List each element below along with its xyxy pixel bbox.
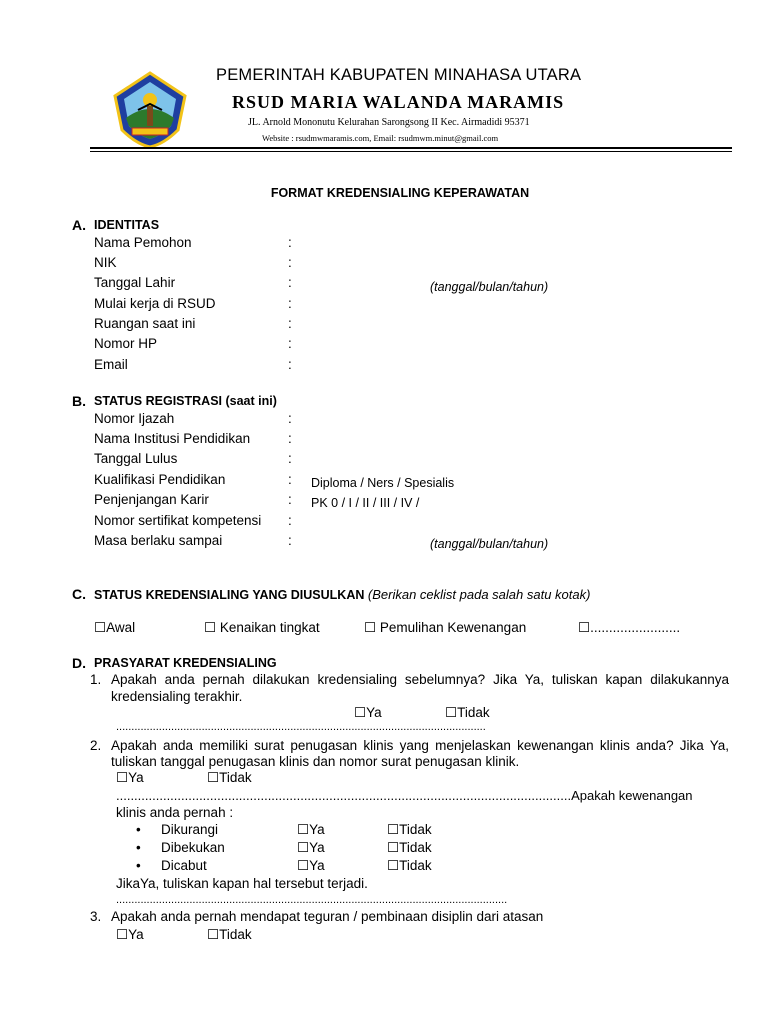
q2-dicabut-tidak[interactable]: ☐Tidak bbox=[387, 858, 432, 873]
q2-dots-line: ..............................................................................................................................Apakah kewenangan bbox=[116, 788, 693, 803]
section-c-title-text: STATUS KREDENSIALING YANG DIUSULKAN bbox=[94, 588, 365, 602]
q2-dicabut-ya[interactable]: ☐Ya bbox=[297, 858, 325, 873]
colon-nomor-hp: : bbox=[288, 336, 292, 351]
q1-answer-dots: ......................................................................................................................... bbox=[116, 721, 486, 733]
field-masa-berlaku: Masa berlaku sampai bbox=[94, 533, 223, 548]
colon-ruangan: : bbox=[288, 316, 292, 331]
section-b-title: STATUS REGISTRASI (saat ini) bbox=[94, 394, 277, 408]
q1-checkbox-ya[interactable]: ☐Ya bbox=[354, 705, 382, 720]
section-c-letter: C. bbox=[72, 586, 86, 602]
validity-date-format-hint: (tanggal/bulan/tahun) bbox=[430, 537, 549, 551]
q1-text-line1: Apakah anda pernah dilakukan kredensialing sebelumnya? Jika Ya, tuliskan kapan dilakukannya bbox=[111, 672, 729, 687]
section-d-letter: D. bbox=[72, 655, 86, 671]
colon-nik: : bbox=[288, 255, 292, 270]
colon-nomor-ijazah: : bbox=[288, 411, 292, 426]
q2-bullet-1: • bbox=[136, 822, 141, 837]
section-c-note: (Berikan ceklist pada salah satu kotak) bbox=[367, 587, 591, 602]
q2-answer-dots bbox=[116, 788, 693, 803]
q1-checkbox-tidak[interactable]: ☐Tidak bbox=[445, 705, 490, 720]
header-website-email: Website : rsudmwmaramis.com, Email: rsudmwm.minut@gmail.com bbox=[262, 133, 499, 143]
field-ruangan: Ruangan saat ini bbox=[94, 316, 196, 331]
header-divider-thin bbox=[90, 151, 732, 152]
q2-text-line3: klinis anda pernah : bbox=[116, 805, 234, 820]
field-nik: NIK bbox=[94, 255, 117, 270]
section-c-title bbox=[94, 587, 590, 602]
regency-emblem-logo bbox=[112, 70, 188, 150]
q2-item-dibekukan: Dibekukan bbox=[161, 840, 225, 855]
q3-checkbox-ya[interactable]: ☐Ya bbox=[116, 927, 144, 942]
field-kualifikasi: Kualifikasi Pendidikan bbox=[94, 472, 226, 487]
qualification-options: Diploma / Ners / Spesialis bbox=[311, 476, 455, 490]
colon-email: : bbox=[288, 357, 292, 372]
header-address: JL. Arnold Mononutu Kelurahan Sarongsong II Kec. Airmadidi 95371 bbox=[248, 117, 530, 128]
q2-dikurangi-tidak[interactable]: ☐Tidak bbox=[387, 822, 432, 837]
q1-text-line2: kredensialing terakhir. bbox=[111, 689, 243, 704]
birthdate-format-hint: (tanggal/bulan/tahun) bbox=[430, 280, 549, 294]
header-divider-thick bbox=[90, 147, 732, 149]
document-title: FORMAT KREDENSIALING KEPERAWATAN bbox=[270, 186, 530, 200]
q2-item-dicabut: Dicabut bbox=[161, 858, 207, 873]
field-penjenjangan-karir: Penjenjangan Karir bbox=[94, 492, 209, 507]
field-tanggal-lahir: Tanggal Lahir bbox=[94, 275, 176, 290]
field-email: Email bbox=[94, 357, 128, 372]
q2-number: 2. bbox=[90, 738, 102, 753]
section-a-letter: A. bbox=[72, 217, 86, 233]
section-b-letter: B. bbox=[72, 393, 86, 409]
q2-item-dikurangi: Dikurangi bbox=[161, 822, 219, 837]
colon-mulai-kerja: : bbox=[288, 296, 292, 311]
field-nama-pemohon: Nama Pemohon bbox=[94, 235, 192, 250]
colon-masa-berlaku: : bbox=[288, 533, 292, 548]
field-nomor-hp: Nomor HP bbox=[94, 336, 158, 351]
field-nomor-ijazah: Nomor Ijazah bbox=[94, 411, 175, 426]
q2-followup: JikaYa, tuliskan kapan hal tersebut terjadi. bbox=[116, 876, 368, 891]
field-nama-institusi: Nama Institusi Pendidikan bbox=[94, 431, 251, 446]
q2-text-line2: tuliskan tanggal penugasan klinis dan nomor surat penugasan klinik. bbox=[111, 754, 520, 769]
colon-penjenjangan: : bbox=[288, 492, 292, 507]
q3-text: Apakah anda pernah mendapat teguran / pembinaan disiplin dari atasan bbox=[111, 909, 544, 924]
colon-tanggal-lulus: : bbox=[288, 451, 292, 466]
q2-bullet-3: • bbox=[136, 858, 141, 873]
colon-nama-institusi: : bbox=[288, 431, 292, 446]
field-mulai-kerja: Mulai kerja di RSUD bbox=[94, 296, 216, 311]
q2-dibekukan-ya[interactable]: ☐Ya bbox=[297, 840, 325, 855]
q2-dibekukan-tidak[interactable]: ☐Tidak bbox=[387, 840, 432, 855]
q2-followup-dots: ................................................................................................................................ bbox=[116, 894, 508, 906]
q3-checkbox-tidak[interactable]: ☐Tidak bbox=[207, 927, 252, 942]
q2-checkbox-tidak[interactable]: ☐Tidak bbox=[207, 770, 252, 785]
colon-tanggal-lahir: : bbox=[288, 275, 292, 290]
colon-nama-pemohon: : bbox=[288, 235, 292, 250]
q2-dikurangi-ya[interactable]: ☐Ya bbox=[297, 822, 325, 837]
q2-checkbox-ya[interactable]: ☐Ya bbox=[116, 770, 144, 785]
checkbox-pemulihan-kewenangan[interactable]: ☐ Pemulihan Kewenangan bbox=[364, 620, 527, 635]
section-d-title: PRASYARAT KREDENSIALING bbox=[94, 656, 277, 670]
q2-text-line1: Apakah anda memiliki surat penugasan klinis yang menjelaskan kewenangan klinis anda? Jika Ya, bbox=[111, 738, 729, 753]
q2-bullet-2: • bbox=[136, 840, 141, 855]
header-government: PEMERINTAH KABUPATEN MINAHASA UTARA bbox=[216, 66, 582, 84]
checkbox-kenaikan-tingkat[interactable]: ☐ Kenaikan tingkat bbox=[204, 620, 320, 635]
colon-nomor-sertifikat: : bbox=[288, 513, 292, 528]
career-level-options: PK 0 / I / II / III / IV / bbox=[311, 496, 420, 510]
checkbox-other[interactable]: ☐........................ bbox=[578, 620, 681, 635]
field-tanggal-lulus: Tanggal Lulus bbox=[94, 451, 178, 466]
q3-number: 3. bbox=[90, 909, 102, 924]
field-nomor-sertifikat: Nomor sertifikat kompetensi bbox=[94, 513, 262, 528]
q1-number: 1. bbox=[90, 672, 102, 687]
checkbox-awal[interactable]: ☐Awal bbox=[94, 620, 136, 635]
section-a-title: IDENTITAS bbox=[94, 218, 160, 232]
colon-kualifikasi: : bbox=[288, 472, 292, 487]
header-hospital-name: RSUD MARIA WALANDA MARAMIS bbox=[232, 92, 565, 112]
